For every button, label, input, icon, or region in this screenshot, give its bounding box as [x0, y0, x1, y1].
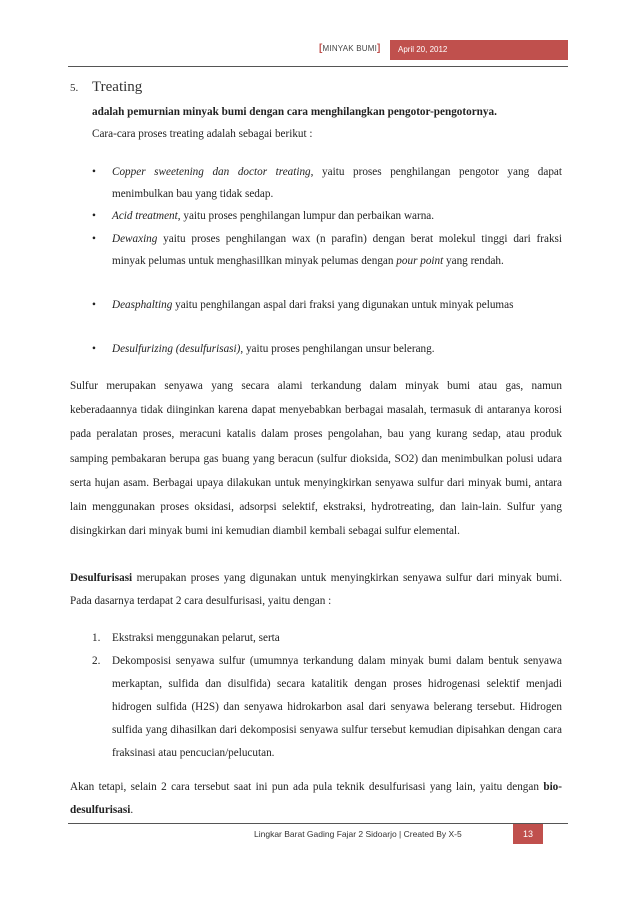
- bullet-icon: •: [92, 210, 96, 222]
- footer-text: Lingkar Barat Gading Fajar 2 Sidoarjo | Created By X-5: [254, 829, 462, 839]
- bullet-item: • Deasphalting yaitu penghilangan aspal dari fraksi yang digunakan untuk minyak pelumas: [92, 295, 562, 317]
- header-label: [MINYAK BUMI]: [319, 43, 381, 54]
- page-header: [0, 40, 638, 60]
- bullet-icon: •: [92, 166, 96, 178]
- bullet-icon: •: [92, 343, 96, 355]
- section-intro: Cara-cara proses treating adalah sebagai berikut :: [92, 128, 313, 140]
- section-definition: adalah pemurnian minyak bumi dengan cara menghilangkan pengotor-pengotornya.: [92, 106, 497, 118]
- header-label-text: MINYAK BUMI: [322, 44, 378, 53]
- numbered-item: 2. Dekomposisi senyawa sulfur (umumnya terkandung dalam minyak bumi dalam bentuk senyawa merkaptan, sulfida dan disulfida) secara katalitik dengan proses hidrogenasi selektif menjadi hidrogen sulfida (H2S) dan senyawa hidrokarbon asal dari senyawa belerang tersebut. Hidrogen sulfida yang dihasilkan dari dekomposisi senyawa sulfur tersebut kemudian dipisahkan dengan cara fraksinasi atau pencucian/pelucutan.: [92, 655, 562, 759]
- bio-desulfurisasi-paragraph: Akan tetapi, selain 2 cara tersebut saat ini pun ada pula teknik desulfurisasi yang lain, yaitu dengan bio-desulfurisasi.: [70, 781, 562, 816]
- section-number: 5.: [70, 82, 79, 94]
- page-number: 13: [513, 824, 543, 844]
- footer-divider: [68, 823, 568, 824]
- desulfurisasi-paragraph: Desulfurisasi merupakan proses yang digunakan untuk menyingkirkan senyawa sulfur dari minyak bumi. Pada dasarnya terdapat 2 cara desulfurisasi, yaitu dengan :: [70, 572, 562, 607]
- bullet-item: • Acid treatment, yaitu proses penghilangan lumpur dan perbaikan warna.: [92, 206, 562, 228]
- section-title: Treating: [92, 79, 143, 95]
- bullet-item: • Copper sweetening dan doctor treating, yaitu proses penghilangan pengotor yang dapat menimbulkan bau yang tidak sedap.: [92, 162, 562, 205]
- section-heading: [70, 79, 142, 96]
- bullet-item: • Desulfurizing (desulfurisasi), yaitu proses penghilangan unsur belerang.: [92, 339, 562, 361]
- numbered-item: 1. Ekstraksi menggunakan pelarut, serta: [92, 632, 280, 644]
- header-date: April 20, 2012: [390, 40, 568, 60]
- bullet-icon: •: [92, 299, 96, 311]
- header-divider: [68, 66, 568, 67]
- bullet-icon: •: [92, 233, 96, 245]
- sulfur-paragraph: Sulfur merupakan senyawa yang secara alami terkandung dalam minyak bumi atau gas, namun keberadaannya tidak diinginkan karena dapat menyebabkan berbagai masalah, termasuk di antaranya korosi pada peralatan proses, meracuni katalis dalam proses pengolahan, bau yang kurang sedap, atau produk samping pembakaran berupa gas buang yang beracun (sulfur dioksida, SO2) dan menimbulkan polusi udara serta hujan asam. Berbagai upaya dilakukan untuk menyingkirkan senyawa sulfur dari minyak bumi, antara lain menggunakan proses oksidasi, adsorpsi selektif, ekstraksi, hydrotreating, dan lain-lain. Sulfur yang disingkirkan dari minyak bumi ini kemudian diambil kembali sebagai sulfur elemental.: [70, 380, 562, 538]
- bullet-item: • Dewaxing yaitu proses penghilangan wax (n parafin) dengan berat molekul tinggi dari fraksi minyak pelumas untuk menghasillkan minyak pelumas dengan pour point yang rendah.: [92, 229, 562, 272]
